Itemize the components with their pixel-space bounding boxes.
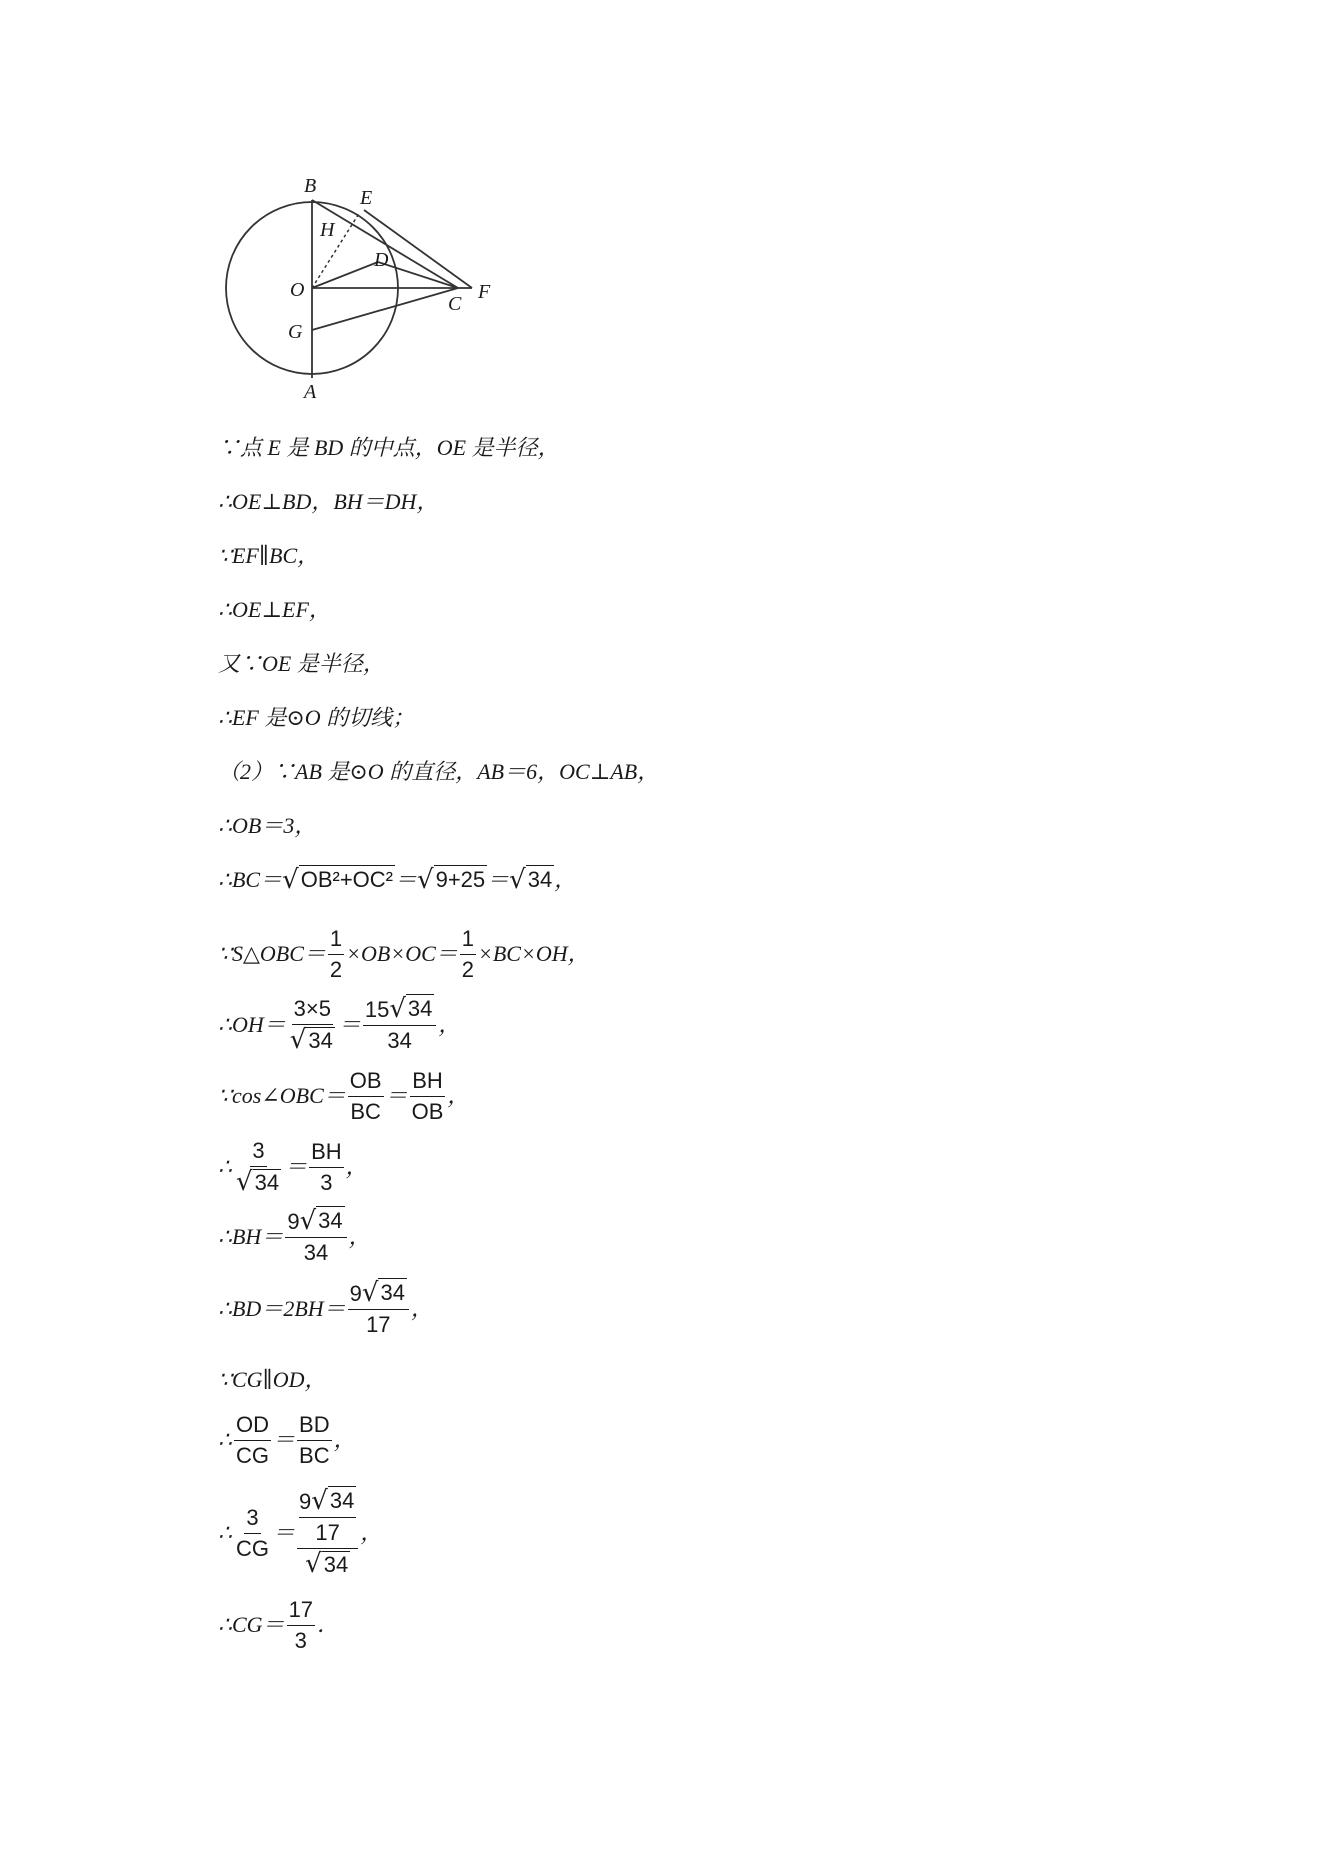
label-a: A xyxy=(304,381,317,403)
label-d: D xyxy=(374,249,389,271)
proof-line-compound: ∴ $\frac{3}{CG}$ ＝ 9 √ 34 17 √34 ， xyxy=(218,1486,383,1579)
proof-line-cg-parallel: ∵CG∥OD， xyxy=(218,1367,327,1392)
label-b: B xyxy=(304,175,317,197)
label-h: H xyxy=(320,219,335,241)
fraction-oh-1: $\frac{3\times 5}{√34}$ xyxy=(289,996,333,1055)
proof-line-cos: ∵cos∠OBC＝ $\frac{OB}{BC}$ ＝ $\frac{BH}{OB}$ ， xyxy=(218,1064,469,1128)
sqrt-9-25: √ 9+25 xyxy=(417,865,486,895)
proof-line-oh: ∴OH＝ $\frac{3\times 5}{√34}$ ＝ 15 √ 34 34 ， xyxy=(218,994,461,1055)
sqrt-34: √ 34 xyxy=(509,865,553,895)
segment-dc xyxy=(378,262,458,288)
proof-line-1: ∵点 E 是 BD 的中点，OE 是半径， xyxy=(218,435,560,460)
fraction-bd-bc: $\frac{BD}{BC}$ xyxy=(299,1411,330,1468)
proof-line-bc: ∴BC＝ √ OB²+OC² ＝ √ 9+25 ＝ √ 34 ， xyxy=(218,860,576,900)
fraction-bh-3: $\frac{BH}{3}$ xyxy=(311,1138,342,1195)
fraction-3-sqrt34: $\frac{3}{√34}$ xyxy=(236,1138,280,1197)
proof-line-4: ∴OE⊥EF， xyxy=(218,597,331,622)
segment-od xyxy=(312,262,378,288)
fraction-compound: 9 √ 34 17 √34 xyxy=(297,1486,358,1580)
proof-line-bh: ∴BH＝ 9 √ 34 34 ， xyxy=(218,1204,371,1270)
proof-line-od-cg: ∴ $\frac{OD}{CG}$ ＝ $\frac{BD}{BC}$ ， xyxy=(218,1408,356,1472)
fraction-half-1: $\frac{1}{2}$ xyxy=(329,925,343,982)
label-f: F xyxy=(478,281,491,303)
label-g: G xyxy=(288,321,303,343)
proof-line-6: ∴EF 是⊙O 的切线； xyxy=(218,705,415,730)
cos-lhs: ∵cos∠OBC＝ xyxy=(218,1083,346,1108)
fraction-half-2: $\frac{1}{2}$ xyxy=(461,925,475,982)
proof-line-2: ∴OE⊥BD，BH＝DH， xyxy=(218,489,439,514)
segment-gc xyxy=(312,288,458,330)
circle-diagram xyxy=(210,170,510,410)
bc-lhs: ∴BC＝ xyxy=(218,867,283,892)
geometry-figure xyxy=(210,170,510,410)
sqrt-ob-oc: √ OB²+OC² xyxy=(282,865,393,895)
segment-bc xyxy=(312,200,458,288)
oh-lhs: ∴OH＝ xyxy=(218,1012,286,1037)
fraction-od-cg: $\frac{OD}{CG}$ xyxy=(236,1411,269,1468)
fraction-3-cg: $\frac{3}{CG}$ xyxy=(236,1504,269,1561)
label-o: O xyxy=(290,279,305,301)
fraction-bh-value: 9 √ 34 34 xyxy=(285,1206,346,1268)
label-e: E xyxy=(360,187,373,209)
proof-line-3: ∵EF∥BC， xyxy=(218,543,320,568)
proof-line-8: ∴OB＝3， xyxy=(218,813,317,838)
proof-line-ratio: ∴ $\frac{3}{√34}$ ＝ $\frac{BH}{3}$ ， xyxy=(218,1138,368,1197)
proof-line-5: 又∵OE 是半径， xyxy=(218,651,385,676)
label-c: C xyxy=(448,293,462,315)
fraction-bd-value: 9 √ 34 17 xyxy=(348,1278,409,1340)
area-lhs: ∵S△OBC＝ xyxy=(218,941,326,966)
proof-line-7: （2）∵AB 是⊙O 的直径，AB＝6，OC⊥AB， xyxy=(218,759,660,784)
fraction-oh-2: 15 √ 34 34 xyxy=(363,994,437,1056)
proof-line-area: ∵S△OBC＝ $\frac{1}{2}$ ×OB×OC＝ $\frac{1}{2}$ ×BC×OH， xyxy=(218,922,590,986)
fraction-17-3: $\frac{17}{3}$ xyxy=(288,1596,314,1653)
proof-line-cg-result: ∴CG＝ $\frac{17}{3}$ ． xyxy=(218,1592,339,1658)
fraction-bh-ob: $\frac{BH}{OB}$ xyxy=(411,1067,444,1124)
proof-line-bd: ∴BD＝2BH＝ 9 √ 34 17 ， xyxy=(218,1276,433,1342)
fraction-ob-bc: $\frac{OB}{BC}$ xyxy=(349,1067,382,1124)
